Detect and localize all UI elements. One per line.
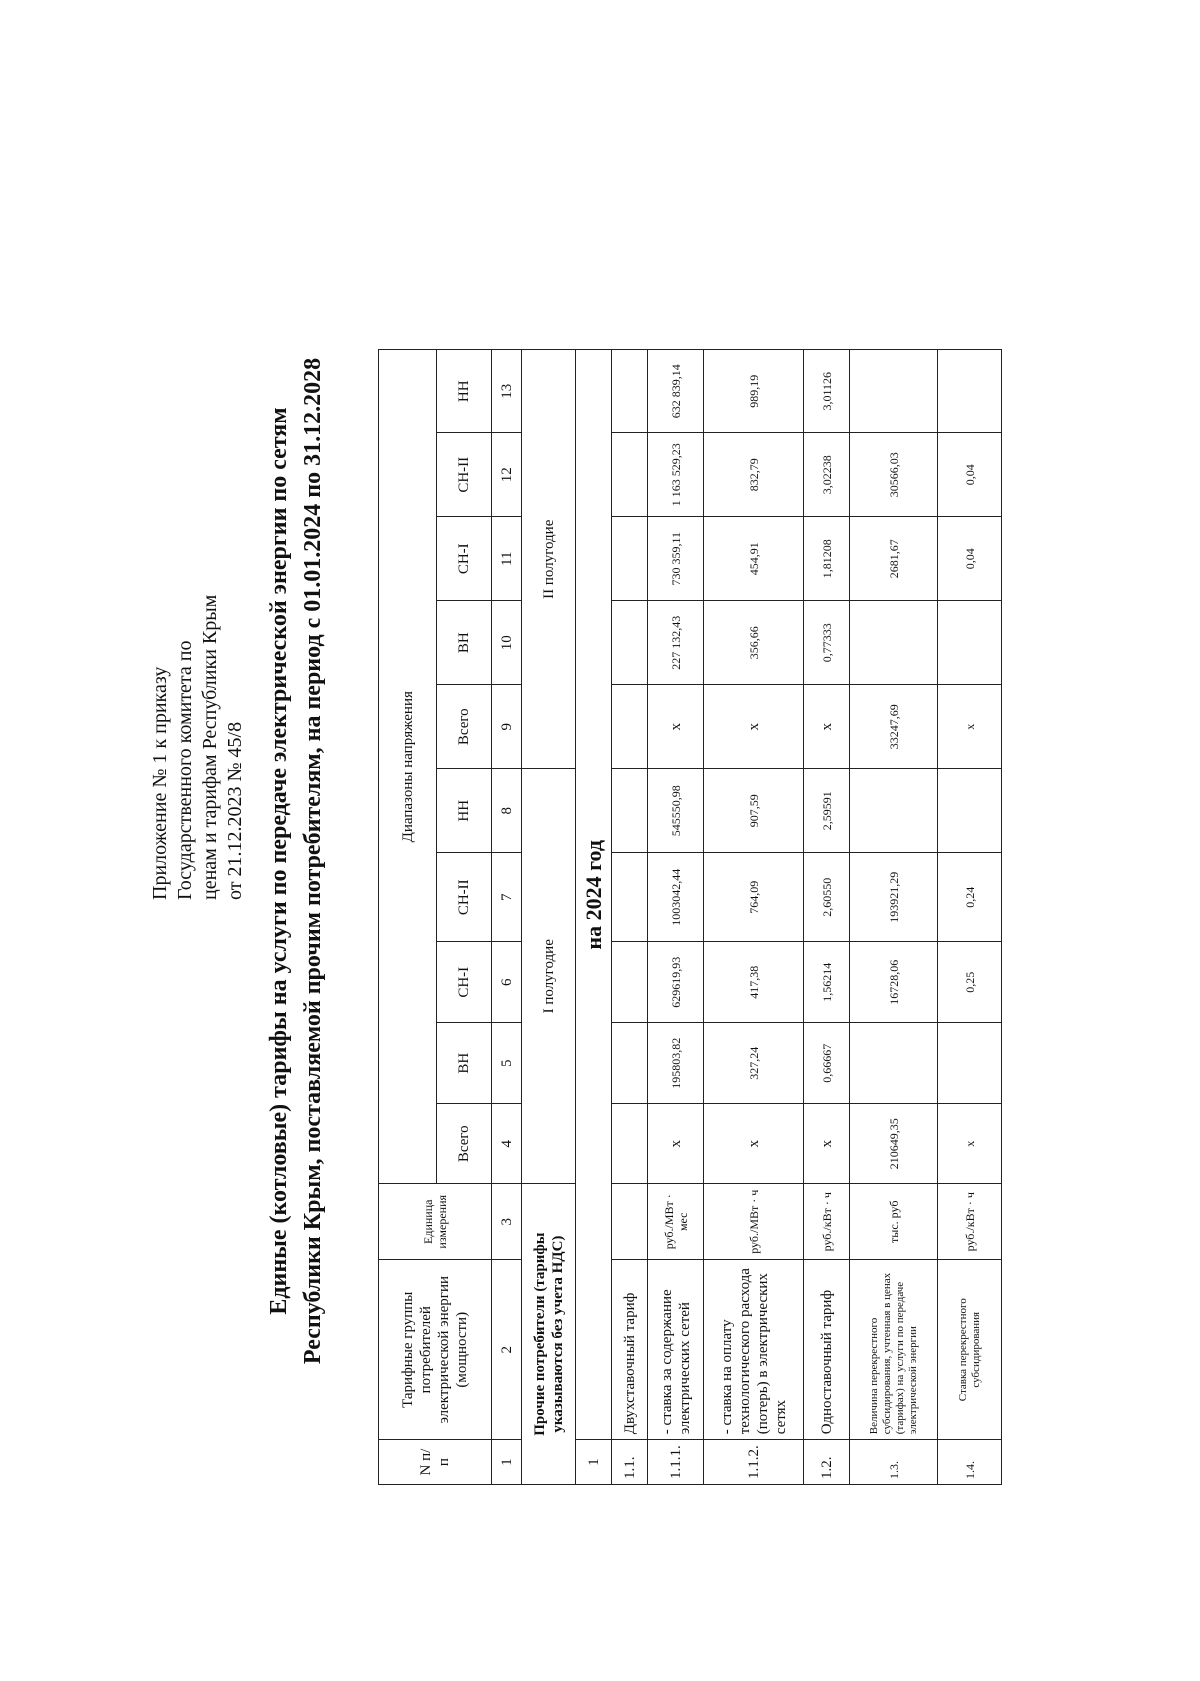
table-cell: 327,24 (704, 1023, 804, 1104)
col-number: 9 (492, 685, 522, 769)
row-num: 1.1.1. (648, 1440, 704, 1485)
col-head: НН (437, 769, 492, 853)
table-row (804, 350, 850, 1485)
appendix-line-2: Государственного комитета по (174, 640, 196, 900)
table-row (648, 350, 704, 1485)
table-cell: 1,56214 (804, 942, 850, 1023)
table-cell: 227 132,43 (648, 601, 704, 685)
table-cell (612, 1104, 648, 1184)
table-cell (938, 350, 1002, 433)
table-cell: 1003042,44 (648, 853, 704, 942)
title-line-1: Единые (котловые) тарифы на услуги по передаче электрической энергии по сетям (266, 407, 292, 1315)
table-cell: 730 359,11 (648, 517, 704, 601)
page-title (262, 211, 330, 1511)
table-cell: 454,91 (704, 517, 804, 601)
other-consumers-label: Прочие потребители (тарифы указываются без учета НДС) (522, 1184, 576, 1485)
header-ranges: Диапазоны напряжения (379, 350, 437, 1184)
table-cell: 33247,69 (850, 685, 938, 769)
col-number: 11 (492, 517, 522, 601)
table-cell (612, 517, 648, 601)
table-cell: 764,09 (704, 853, 804, 942)
col-head: ВН (437, 1023, 492, 1104)
header-row (379, 350, 437, 1485)
table-cell: 1,81208 (804, 517, 850, 601)
table-cell (612, 685, 648, 769)
table-cell (850, 601, 938, 685)
table-cell: 832,79 (704, 433, 804, 517)
appendix-note (148, 480, 248, 900)
row-num: 1.2. (804, 1440, 850, 1485)
col-head: СН-II (437, 433, 492, 517)
table-row (612, 350, 648, 1485)
row-unit: руб./МВт · мес (648, 1184, 704, 1260)
col-number: 5 (492, 1023, 522, 1104)
table-cell: 0,04 (938, 433, 1002, 517)
table-cell (612, 853, 648, 942)
table-cell (612, 433, 648, 517)
table-cell: 2681,67 (850, 517, 938, 601)
col-head: СН-I (437, 942, 492, 1023)
row-name: Одноставочный тариф (804, 1260, 850, 1440)
col-number: 13 (492, 350, 522, 433)
year-title: на 2024 год (576, 350, 612, 1440)
header-unit: Единица измерения (379, 1184, 492, 1260)
row-num: 1.1.2. (704, 1440, 804, 1485)
col-head: СН-I (437, 517, 492, 601)
row-name: - ставка за содержание электрических сетей (648, 1260, 704, 1440)
row-num: 1.3. (850, 1440, 938, 1485)
table-cell: x (648, 1104, 704, 1184)
table-cell: 193921,29 (850, 853, 938, 942)
title-line-2: Республики Крым, поставляемой прочим потребителям, на период с 01.01.2024 по 31.12.2028 (300, 357, 326, 1365)
row-num: 1.4. (938, 1440, 1002, 1485)
half-year-2: II полугодие (522, 350, 576, 769)
col-number: 10 (492, 601, 522, 685)
col-head: НН (437, 350, 492, 433)
table-cell (612, 350, 648, 433)
row-name: Двухставочный тариф (612, 1260, 648, 1440)
table-cell: 632 839,14 (648, 350, 704, 433)
table-cell: x (648, 685, 704, 769)
row-name: - ставка на оплату технологического расхода (потерь) в электрических сетях (704, 1260, 804, 1440)
table-cell: 0,04 (938, 517, 1002, 601)
table-cell (850, 1023, 938, 1104)
col-head: Всего (437, 685, 492, 769)
table-cell: x (938, 685, 1002, 769)
table-cell: 417,38 (704, 942, 804, 1023)
table-cell: x (704, 1104, 804, 1184)
table-cell: 2,59591 (804, 769, 850, 853)
col-number: 1 (492, 1440, 522, 1485)
table-cell: 16728,06 (850, 942, 938, 1023)
tariff-table (378, 349, 1002, 1485)
col-head: ВН (437, 601, 492, 685)
table-cell (938, 1023, 1002, 1104)
appendix-line-4: от 21.12.2023 № 45/8 (224, 721, 246, 900)
table-row (938, 350, 1002, 1485)
table-cell: 3,02238 (804, 433, 850, 517)
table-cell: 2,60550 (804, 853, 850, 942)
header-num: N п/п (379, 1440, 492, 1485)
table-cell: 545550,98 (648, 769, 704, 853)
row-unit: руб./кВт · ч (938, 1184, 1002, 1260)
row-unit: тыс. руб (850, 1184, 938, 1260)
table-cell: 210649,35 (850, 1104, 938, 1184)
appendix-line-1: Приложение № 1 к приказу (149, 666, 171, 900)
table-cell: x (704, 685, 804, 769)
row-unit: руб./кВт · ч (804, 1184, 850, 1260)
year-row (576, 350, 612, 1485)
table-cell (612, 1023, 648, 1104)
table-cell: x (938, 1104, 1002, 1184)
row-num: 1.1. (612, 1440, 648, 1485)
table-cell: 0,66667 (804, 1023, 850, 1104)
table-cell: 629619,93 (648, 942, 704, 1023)
col-number: 4 (492, 1104, 522, 1184)
col-number: 6 (492, 942, 522, 1023)
table-cell (938, 601, 1002, 685)
table-cell (850, 769, 938, 853)
table-cell: x (804, 1104, 850, 1184)
table-cell (612, 601, 648, 685)
col-number: 7 (492, 853, 522, 942)
col-head: Всего (437, 1104, 492, 1184)
table-cell (938, 769, 1002, 853)
col-number: 8 (492, 769, 522, 853)
col-number: 3 (492, 1184, 522, 1260)
table-cell: 989,19 (704, 350, 804, 433)
row-name: Ставка перекрестного субсидирования (938, 1260, 1002, 1440)
table-cell: 0,77333 (804, 601, 850, 685)
table-cell: 0,25 (938, 942, 1002, 1023)
table-row (850, 350, 938, 1485)
table-cell: 30566,03 (850, 433, 938, 517)
row-name: Величина перекрестного субсидирования, учтенная в ценах (тарифах) на услуги по передаче электрической энергии (850, 1260, 938, 1440)
table-cell (850, 350, 938, 433)
table-cell: 907,59 (704, 769, 804, 853)
table-cell: x (804, 685, 850, 769)
col-head: СН-II (437, 853, 492, 942)
row-unit (612, 1184, 648, 1260)
table-cell: 356,66 (704, 601, 804, 685)
year-num: 1 (576, 1440, 612, 1485)
row-unit: руб./МВт · ч (704, 1184, 804, 1260)
table-cell: 3,01126 (804, 350, 850, 433)
header-group: Тарифные группы потребителей электрической энергии (мощности) (379, 1260, 492, 1440)
table-cell (612, 769, 648, 853)
half-year-row (522, 350, 576, 1485)
column-number-row (492, 350, 522, 1485)
table-cell: 195803,82 (648, 1023, 704, 1104)
table-cell: 1 163 529,23 (648, 433, 704, 517)
table-cell: 0,24 (938, 853, 1002, 942)
table-row (704, 350, 804, 1485)
half-year-1: I полугодие (522, 769, 576, 1184)
col-number: 2 (492, 1260, 522, 1440)
appendix-line-3: ценам и тарифам Республики Крым (199, 594, 221, 900)
table-cell (612, 942, 648, 1023)
col-number: 12 (492, 433, 522, 517)
